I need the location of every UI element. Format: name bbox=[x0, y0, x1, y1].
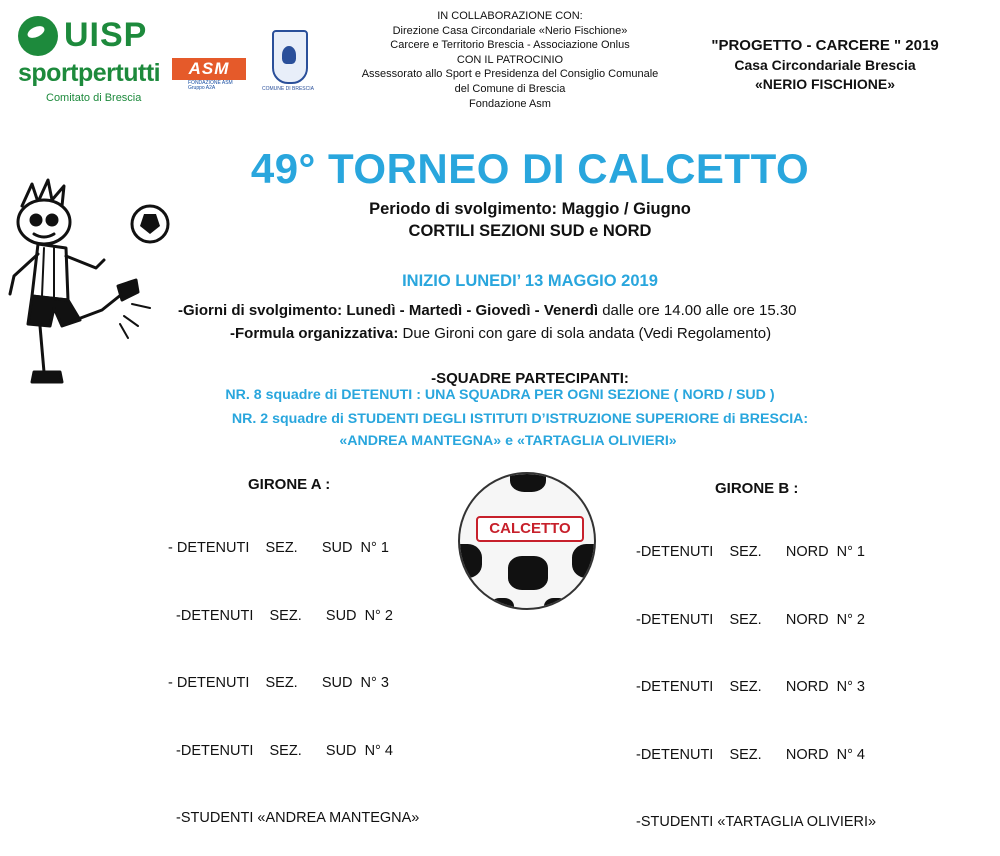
list-item: -DETENUTI SEZ. NORD N° 1 bbox=[636, 544, 865, 560]
ball-label: CALCETTO bbox=[476, 516, 584, 542]
girone-b-title: GIRONE B : bbox=[715, 480, 799, 497]
collaboration-block bbox=[340, 9, 680, 111]
comune-crest-logo bbox=[260, 30, 316, 100]
uisp-logo-tagline: sportpertutti bbox=[18, 59, 161, 87]
calcetto-ball-image bbox=[458, 472, 596, 610]
uisp-logo bbox=[14, 14, 164, 109]
squadre-istituti-line: «ANDREA MANTEGNA» e «TARTAGLIA OLIVIERI» bbox=[339, 433, 677, 449]
uisp-ball-icon bbox=[18, 16, 58, 56]
project-title: "PROGETTO - CARCERE " 2019 bbox=[711, 37, 939, 54]
list-item: -DETENUTI SEZ. NORD N° 3 bbox=[636, 679, 865, 695]
girone-a-title: GIRONE A : bbox=[248, 476, 331, 493]
girone-a-list bbox=[168, 492, 419, 852]
ball-icon bbox=[458, 472, 596, 610]
list-item: -STUDENTI «TARTAGLIA OLIVIERI» bbox=[636, 814, 877, 830]
list-item: - DETENUTI SEZ. SUD N° 1 bbox=[168, 540, 389, 556]
squadre-detenuti-line: NR. 8 squadre di DETENUTI : UNA SQUADRA PER OGNI SEZIONE ( NORD / SUD ) bbox=[225, 387, 775, 403]
giorni-value: dalle ore 14.00 alle ore 15.30 bbox=[598, 302, 797, 319]
list-item: -STUDENTI «ANDREA MANTEGNA» bbox=[168, 810, 420, 826]
asm-logo-foot-line2: Gruppo A2A bbox=[188, 85, 216, 91]
formula-value: Due Gironi con gare di sola andata (Vedi Regolamento) bbox=[398, 325, 772, 342]
list-item: -DETENUTI SEZ. NORD N° 4 bbox=[636, 746, 865, 763]
collab-line: Direzione Casa Circondariale «Nerio Fischione» bbox=[392, 24, 628, 37]
soccer-player-illustration bbox=[4, 176, 170, 402]
asm-logo-foot bbox=[188, 81, 233, 91]
collab-line: Carcere e Territorio Brescia - Associazione Onlus bbox=[390, 39, 630, 52]
project-name: «NERIO FISCHIONE» bbox=[754, 76, 896, 92]
list-item: -DETENUTI SEZ. NORD N° 2 bbox=[636, 611, 865, 628]
collab-line: CON IL PATROCINIO bbox=[456, 53, 564, 66]
cortili-text: CORTILI SEZIONI SUD e NORD bbox=[408, 222, 652, 240]
list-item: - DETENUTI SEZ. SUD N° 3 bbox=[168, 675, 389, 691]
uisp-logo-name: UISP bbox=[64, 16, 148, 54]
giorni-label: -Giorni di svolgimento: Lunedì - Martedì - Giovedì - Venerdì bbox=[178, 302, 599, 319]
uisp-logo-comitato: Comitato di Brescia bbox=[46, 92, 142, 104]
girone-b-list bbox=[636, 496, 876, 856]
page-title: 49° TORNEO DI CALCETTO bbox=[250, 145, 810, 192]
periodo-text: Periodo di svolgimento: Maggio / Giugno bbox=[369, 200, 691, 218]
periodo-block bbox=[260, 198, 800, 242]
formula-label: -Formula organizzativa: bbox=[230, 325, 399, 342]
project-title-block bbox=[690, 36, 960, 94]
collab-line: Fondazione Asm bbox=[469, 97, 551, 110]
formula-line bbox=[230, 325, 950, 342]
crest-label: COMUNE DI BRESCIA bbox=[262, 86, 314, 92]
list-item: -DETENUTI SEZ. SUD N° 4 bbox=[168, 742, 393, 759]
collab-line: IN COLLABORAZIONE CON: bbox=[437, 10, 583, 22]
collab-line: Assessorato allo Sport e Presidenza del Consiglio Comunale bbox=[361, 68, 659, 81]
asm-logo-mark: ASM bbox=[172, 58, 246, 80]
start-date: INIZIO LUNEDI’ 13 MAGGIO 2019 bbox=[402, 272, 658, 290]
squadre-title: -SQUADRE PARTECIPANTI: bbox=[431, 370, 629, 387]
giorni-line bbox=[178, 302, 958, 319]
asm-logo bbox=[172, 58, 246, 90]
project-subtitle: Casa Circondariale Brescia bbox=[734, 57, 916, 73]
squadre-studenti-line: NR. 2 squadre di STUDENTI DEGLI ISTITUTI D’ISTRUZIONE SUPERIORE di BRESCIA: bbox=[231, 411, 809, 427]
collab-line: del Comune di Brescia bbox=[454, 82, 566, 95]
list-item: -DETENUTI SEZ. SUD N° 2 bbox=[168, 607, 393, 624]
player-ball-icon bbox=[132, 206, 168, 242]
asm-logo-foot-line1: FONDAZIONE ASM bbox=[188, 80, 233, 86]
crest-shield-icon bbox=[272, 30, 308, 84]
